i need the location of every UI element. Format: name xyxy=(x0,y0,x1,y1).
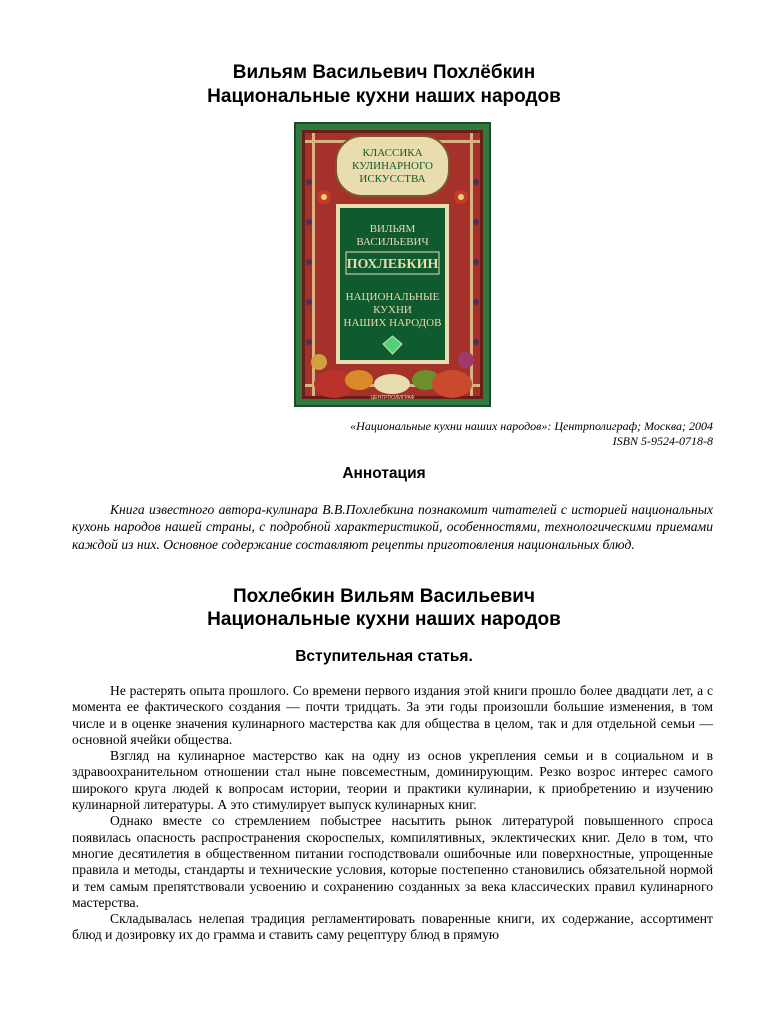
intro-heading: Вступительная статья. xyxy=(295,648,473,665)
author-name: Вильям Васильевич Похлёбкин xyxy=(232,62,536,83)
second-author-name: Похлебкин Вильям Васильевич xyxy=(233,586,535,607)
caption-publication-info: «Национальные кухни наших народов»: Центрполиграф; Москва; 2004 xyxy=(350,419,713,433)
annotation-text: Книга известного автора-кулинара В.В.Похлебкина познакомит читателей с историей национальных кухонь народов нашей страны, с подробной характеристикой, особенностями, технологическими приемами каждой из них. Основное содержание составляют рецепты приготовления национальных блюд. xyxy=(72,502,713,552)
cover-series-line2: КУЛИНАРНОГО xyxy=(352,160,433,172)
book-cover-image xyxy=(294,122,491,407)
publication-caption xyxy=(213,419,713,449)
cover-publisher: ЦЕНТРПОЛИГРАФ xyxy=(370,395,415,401)
cover-author-line2: ВАСИЛЬЕВИЧ xyxy=(356,236,429,248)
intro-paragraph: Складывалась нелепая традиция регламентировать поваренные книги, их содержание, ассортимент блюд и дозировку их до грамма и ставить саму рецептуру блюд в прямую xyxy=(72,911,713,943)
intro-paragraph: Не растерять опыта прошлого. Со времени первого издания этой книги прошло более двадцати лет, а с момента ее фактического создания — почти тридцать. За эти годы произошли большие изменения, в том числе и в оценке значения кулинарного мастерства как для общества в целом, так и для отдельной семьи — основной ячейки общества. xyxy=(72,683,713,747)
intro-paragraph: Однако вместе со стремлением побыстрее насытить рынок литературой повышенного спроса появилась опасность распространения скороспелых, компилятивных, эклектических книг. Дело в том, что многие десятилетия в общественном питании господствовали ошибочные или поверхностные, упрощенные правила и методы, стандарты и технические условия, которые постепенно становились обязательной нормой и тем самым препятствовали усвоению и сохранению созданных за века классических правил кулинарного мастерства. xyxy=(72,813,713,910)
cover-author-surname: ПОХЛЕБКИН xyxy=(346,257,439,272)
cover-title-line3: НАШИХ НАРОДОВ xyxy=(343,317,442,329)
second-book-title: Национальные кухни наших народов xyxy=(207,609,561,630)
annotation-heading: Аннотация xyxy=(342,465,426,482)
second-title-block xyxy=(0,585,768,631)
cover-title-line2: КУХНИ xyxy=(373,304,412,316)
cover-author-line1: ВИЛЬЯМ xyxy=(369,223,416,235)
cover-title-line1: НАЦИОНАЛЬНЫЕ xyxy=(345,291,440,303)
intro-paragraph: Взгляд на кулинарное мастерство как на одну из основ укрепления семьи и в социальном и в здравоохранительном отношении стал ныне повсеместным, доминирующим. Резко возрос интерес самого широкого круга людей к вопросам истории, теории и практики кулинарии, к приобретению и изучению кулинарной литературы. А это стимулирует выпуск кулинарных книг. xyxy=(72,748,713,813)
book-title: Национальные кухни наших народов xyxy=(207,86,561,107)
caption-isbn: ISBN 5-9524-0718-8 xyxy=(612,434,713,448)
cover-series-line1: КЛАССИКА xyxy=(362,147,423,159)
intro-body xyxy=(72,683,713,944)
cover-series-line3: ИСКУССТВА xyxy=(359,173,426,185)
book-title-block xyxy=(0,61,768,109)
